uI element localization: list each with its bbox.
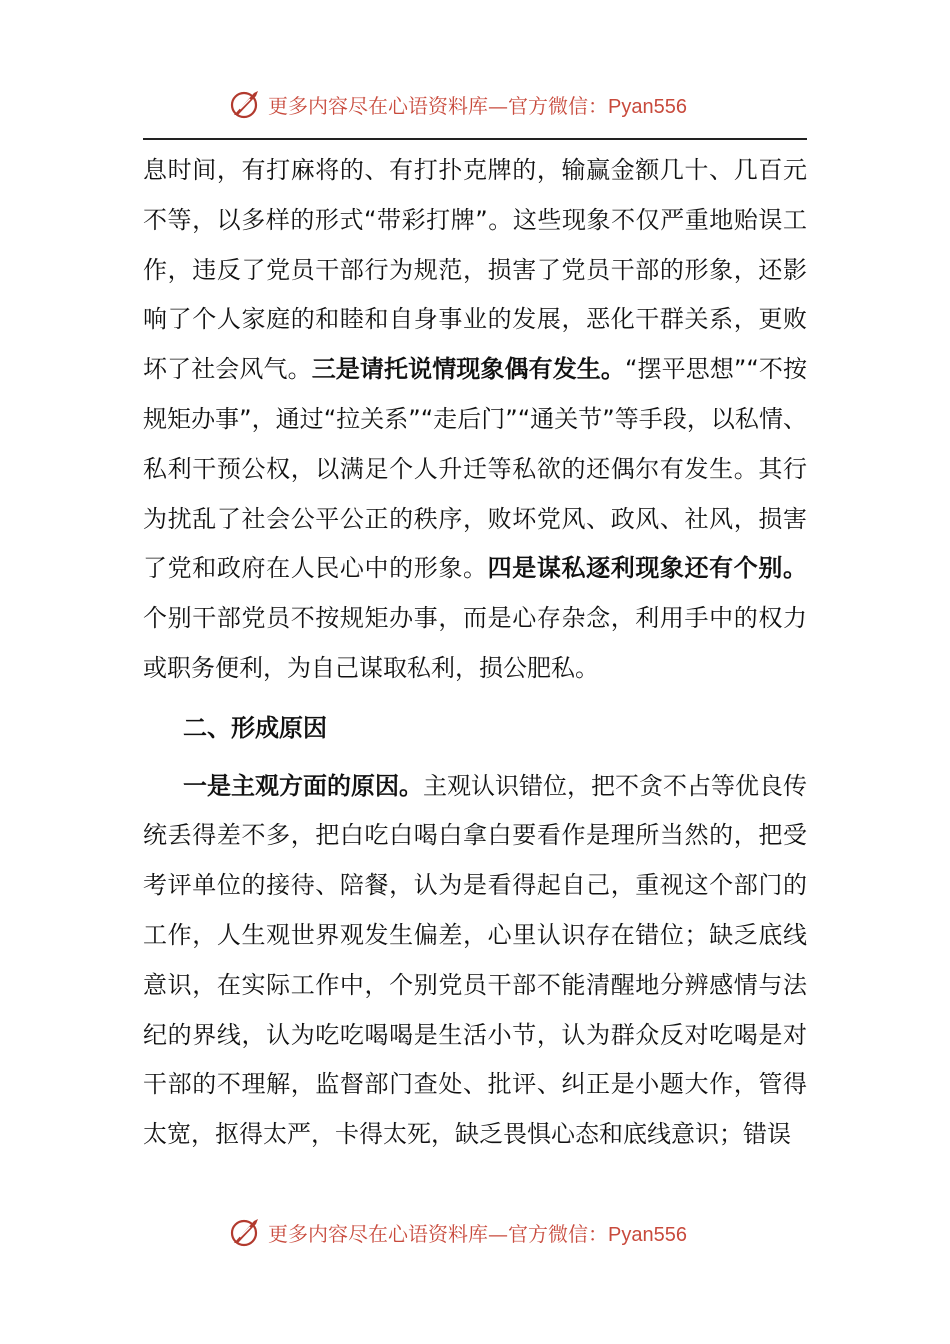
footer-wechat-id: Pyan556 <box>608 1223 687 1246</box>
header-divider <box>143 138 807 140</box>
header-wechat-id: Pyan556 <box>608 95 687 118</box>
footer-text: 更多内容尽在心语资料库—官方微信：Pyan556 <box>268 1221 687 1246</box>
bold-phrase-1: 一是主观方面的原因。 <box>183 771 423 800</box>
page-header <box>0 84 950 124</box>
section-heading: 二、形成原因 <box>183 713 327 742</box>
header-text: 更多内容尽在心语资料库—官方微信：Pyan556 <box>268 93 687 118</box>
bold-phrase-4: 四是谋私逐利现象还有个别。 <box>487 554 808 583</box>
paragraph-2: 一是主观方面的原因。主观认识错位，把不贪不占等优良传统丢得差不多，把白吃白喝白拿白要看作是理所当然的，把受考评单位的接待、陪餐，认为是看得起自己，重视这个部门的工作，人生观世界观发生偏差，心里认识存在错位；缺乏底线意识，在实际工作中，个别党员干部不能清醒地分辨感情与法纪的界线，认为吃吃喝喝是生活小节，认为群众反对吃喝是对干部的不理解，监督部门查处、批评、纠正是小题大作，管得太宽，抠得太严，卡得太死，缺乏畏惧心态和底线意识；错误 <box>143 771 807 1149</box>
bold-phrase-3: 三是请托说情现象偶有发生。 <box>311 355 625 384</box>
page-footer <box>0 1212 950 1252</box>
quill-logo-icon <box>228 1215 262 1249</box>
document-body <box>143 146 807 1160</box>
quill-logo-icon <box>228 87 262 121</box>
paragraph-1: 息时间，有打麻将的、有打扑克牌的，输赢金额几十、几百元不等，以多样的形式“带彩打牌”。这些现象不仅严重地贻误工作，违反了党员干部行为规范，损害了党员干部的形象，还影响了个人家庭的和睦和自身事业的发展，恶化干群关系，更败坏了社会风气。三是请托说情现象偶有发生。“摆平思想”“不按规矩办事”，通过“拉关系”“走后门”“通关节”等手段，以私情、私利干预公权，以满足个人升迁等私欲的还偶尔有发生。其行为扰乱了社会公平公正的秩序，败坏党风、政风、社风，损害了党和政府在人民心中的形象。四是谋私逐利现象还有个别。个别干部党员不按规矩办事，而是心存杂念，利用手中的权力或职务便利，为自己谋取私利，损公肥私。 <box>143 156 808 682</box>
